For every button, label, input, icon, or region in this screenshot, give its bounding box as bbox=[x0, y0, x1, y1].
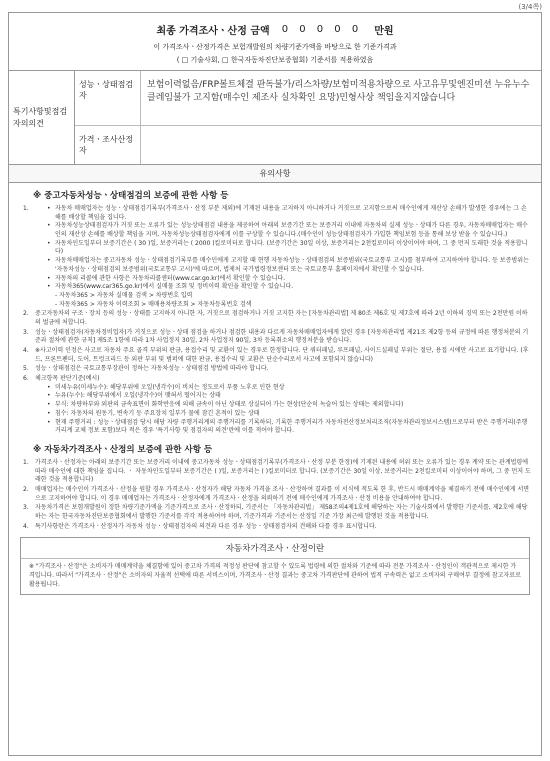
item-number: 1. bbox=[23, 205, 29, 212]
price-section bbox=[9, 13, 541, 71]
bullet bbox=[35, 392, 531, 401]
special-notes-section bbox=[9, 71, 541, 165]
bullet-text: 자동차의 리콜에 관한 사항은 자동차리콜센터(www.car.go.kr)에서 확인할 수 있습니다. bbox=[55, 274, 286, 282]
item-number: 1. bbox=[23, 458, 29, 466]
section-price-items bbox=[9, 459, 541, 532]
item-text: 특기사항란은 가격조사ㆍ산정자가 자동차 성능ㆍ상태점검자의 의견과 다른 경우 성능ㆍ상태점검자의 견해와 다를 경우 표시합니다. bbox=[35, 522, 377, 530]
item-text: ※사고이력 인정은 사고로 자동차 주요 골격 부위의 판금, 용접수리 및 교환이 있는 경우로 한정합니다. 단 쿼터패널, 루프패널, 사이드실패널 부위는 절단, 용접 시에만 사고로 표기합니다. (후드, 프론트펜더, 도어, 트렁크리드 등 외판 부위 및 범퍼에 대한 판금, 용접수리 및 교환은 단순수리로서 사고에 포함되지 않습니다) bbox=[35, 347, 529, 363]
bullet-dot: • bbox=[47, 239, 51, 247]
bullet-dot: • bbox=[47, 401, 51, 409]
list-item bbox=[23, 459, 531, 485]
bullet-dot: • bbox=[47, 283, 51, 291]
list-item bbox=[23, 347, 531, 364]
price-definition-box bbox=[20, 537, 530, 595]
price-inspector-label: 가격ㆍ조사산정자 bbox=[75, 126, 141, 164]
bullet-text: 미세누유(미세누수): 해당부위에 오일(냉각수)이 비치는 정도로서 부품 노후로 인한 현상 bbox=[55, 383, 285, 391]
item-body bbox=[35, 205, 531, 309]
perf-inspector-opinion[interactable]: 보험이력없음/FRP볼트체결 판독불가/리스차량/보험미적용차량으로 사고유무및엔진미션 누유누수 클레임불가 고지함(매수인 제조사 실차확인 요망)민형사상 책임을지지않습니다 bbox=[147, 80, 530, 104]
item-number: 4. bbox=[23, 522, 29, 530]
item-text: 성능ㆍ상태점검은 국토교통부장관이 정하는 자동차성능ㆍ상태점검 방법에 따라야 합니다. bbox=[35, 365, 269, 373]
report-frame bbox=[8, 12, 542, 756]
list-item bbox=[23, 504, 531, 521]
list-item bbox=[23, 310, 531, 327]
price-inspector-row bbox=[75, 126, 541, 164]
bullet-text: 부식: 차량하부와 외판의 금속표면이 화학반응에 의해 금속이 아닌 상태로 상실되어 가는 현상(단순히 녹슬어 있는 상태는 제외합니다) bbox=[55, 401, 404, 409]
sub-line: - 자동차365 > 자동차 실매물 검색 > 차량번호 입력 bbox=[55, 291, 193, 299]
bullet-dot: • bbox=[47, 383, 51, 391]
bullet-dot: • bbox=[47, 392, 51, 400]
bullet-dot: • bbox=[47, 418, 51, 426]
price-inspector-opinion[interactable] bbox=[141, 126, 541, 164]
page-number: (3/4쪽) bbox=[518, 3, 542, 11]
item-text: 체크항목 판단기준(예시) bbox=[35, 375, 100, 383]
bullet-text: 자동차매매업자는 중고자동차 성능ㆍ상태점검기록부를 매수인에게 고지할 때 현행 자동차성능ㆍ상태점검의 보증범위(국토교통부 고시)를 첨부하여 고지하여야 합니다. 등 보증범위는 '자동차성능ㆍ상태점검의 보증범위(국토교통부 고시)'에 따르며, 법제처 국가법령정보센터 또는 국토교통부 홈페이지에서 확인할 수 있습니다. bbox=[55, 257, 529, 273]
price-definition-title: 자동차가격조사ㆍ산정이란 bbox=[21, 538, 529, 559]
bullet-text: 자동차 매매업자는 성능ㆍ상태점검기록부(가격조사ㆍ산정 부분 제외)에 기재된 내용을 고지하지 아니하거나 거짓으로 고지함으로써 매수인에게 재산상 손해가 발생한 경우에는 그 손해를 배상할 책임을 집니다. bbox=[55, 205, 527, 221]
bullet bbox=[35, 222, 531, 239]
item-body bbox=[35, 375, 531, 436]
bullet-text: 자동차인도일부터 보증기간은 ( 30 )일, 보증거리는 ( 2000 )킬로미터로 합니다. (보증기간은 30일 이상, 보증거리는 2천킬로미터 이상이어야 하며, 그 중 먼저 도래한 것을 적용합니다) bbox=[55, 239, 528, 256]
price-line bbox=[9, 22, 541, 37]
item-number: 3. bbox=[23, 328, 29, 336]
bullet-dot: • bbox=[47, 274, 51, 282]
bullet-text: 자동차성능상태점검자가 거짓 또는 오류가 있는 성능상태점검 내용을 제공하여 아래의 보증기간 또는 보증거리 이내에 자동차의 실제 성능ㆍ상태가 다른 경우, 자동차매매업자는 매수인의 재산상 손해를 배상할 책임을 지며, 자동차성능상태점검자에게 이를 구상할 수 있습니다.(매수인이 성능상태점검자가 가입한 책임보험 등을 통해 보상 받을 수 있습니다.) bbox=[55, 222, 528, 239]
item-number: 2. bbox=[23, 310, 29, 318]
bullet bbox=[35, 419, 531, 436]
bullet bbox=[35, 240, 531, 257]
bullet bbox=[35, 410, 531, 419]
bullet bbox=[35, 205, 531, 222]
list-item bbox=[23, 329, 531, 346]
list-item bbox=[23, 375, 531, 436]
item-text: 자동차가격은 보험개발원이 정한 차량기준가액을 기준가격으로 조사ㆍ산정하되, 기준서는 「자동차관리법」 제58조의4제1호에 해당하는 자는 기술사회에서 발행한 기준서를, 제2호에 해당하는 자는 한국자동차진단보증협회에서 발행한 기준서를 각각 적용하여야 하며, 기준가격과 기준서는 산정일 기준 가장 최근에 발행된 것을 적용합니다. bbox=[35, 504, 528, 520]
special-notes-label: 특기사항및점검자의의견 bbox=[9, 71, 75, 164]
bullet-dot: • bbox=[47, 205, 51, 212]
price-digits[interactable]: 0 0 0 0 0 bbox=[281, 24, 363, 35]
section-price-title: ※ 자동차가격조사ㆍ산정의 보증에 관한 사항 등 bbox=[33, 444, 213, 455]
section-performance-items bbox=[9, 205, 541, 436]
bullet-text: 누유(누수): 해당부위에서 오일(냉각수)이 맺혀서 떨어지는 상태 bbox=[55, 392, 221, 400]
bullet bbox=[35, 283, 531, 292]
bullet-text: 현재 주행거리 : 성능ㆍ상태점검 당시 해당 자량 주행거리계의 주행거리를 기록하되, 기록한 주행거리가 자동차전산정보처리조직(자동차관리정보시스템)으로부터 받은 주행거리(주행거리계 교체 정보 포함)보다 적은 경우 '특기사항 및 점검자의 의견'란에 이를 적어야 합니다. bbox=[55, 418, 528, 435]
item-text: 중고자동차의 구조ㆍ장치 등의 성능ㆍ상태를 고지하지 아니한 자, 거짓으로 점검하거나 거짓 고지한 자는 [자동차관리법] 제 80조 제6호 및 제7호에 따라 2년 이하의 징역 또는 2천만원 이하의 벌금에 처합니다. bbox=[35, 310, 528, 326]
bullet-dot: • bbox=[47, 409, 51, 417]
bullet-dot: • bbox=[47, 222, 51, 230]
sub-line: - 자동차365 > 자동차 이력조회 > 매매용차량조회 > 자동차등록번호 검색 bbox=[55, 300, 252, 308]
list-item bbox=[23, 523, 531, 532]
bullet bbox=[35, 257, 531, 274]
bullet bbox=[35, 275, 531, 284]
special-notes-body bbox=[75, 71, 541, 164]
bullet-text: 자동차365(www.car365.go.kr)에서 실매물 조회 및 정비이력 확인을 확인할 수 있습니다. bbox=[55, 283, 294, 291]
price-title: 최종 가격조사ㆍ산정 금액 bbox=[156, 26, 270, 37]
item-number: 5. bbox=[23, 365, 29, 373]
perf-inspector-label: 성능ㆍ상태점검자 bbox=[75, 71, 141, 125]
price-note: 이 가격조사ㆍ산정가격은 보험개발원의 차량기준가액을 바탕으로 한 기준가격과 bbox=[153, 43, 397, 51]
bullet-dot: • bbox=[47, 257, 51, 265]
section-performance-title: ※ 중고자동차성능ㆍ상태점검의 보증에 관한 사항 등 bbox=[33, 191, 229, 201]
notice-title: 유의사항 bbox=[9, 165, 541, 183]
item-text: 가격조사ㆍ산정자는 아래의 보증기간 또는 보증거리 이내에 중고자동차 성능ㆍ상태점검기록부(가격조사ㆍ산정 부분 한정)에 기재된 내용에 허위 또는 오류가 있는 경우 계약 또는 관계법령에 따라 매수인에 대한 책임을 집니다. ㆍ 자동차인도일부터 보증기간은 ( )일, 보증거리는 ( )킬로미터로 합니다. (보증기간은 30일 이상, 보증거리는 2천킬로미터 이상이어야 하며, 그 중 먼저 도래한 것을 적용합니다) bbox=[35, 458, 531, 484]
item-number: 2. bbox=[23, 485, 29, 493]
item-number: 3. bbox=[23, 504, 29, 512]
item-text: 매매업자는 매수인이 가격조사ㆍ산정을 원할 경우 가격조사ㆍ산정자가 해당 자동차 가격을 조사ㆍ산정하여 결과를 이 서식에 적도록 한 후, 반드시 매매계약을 체결하기 전에 매수인에게 서면으로 고지하여야 합니다. 이 경우 매매업자는 가격조사ㆍ산정자에게 가격조사ㆍ산정을 의뢰하기 전에 매수인에게 가격조사ㆍ산정 비용을 안내하여야 합니다. bbox=[35, 485, 530, 502]
list-item bbox=[23, 486, 531, 503]
price-unit: 만원 bbox=[374, 26, 394, 37]
price-standard-note: ( □ 기술사회, □ 한국자동차진단보증협회) 기준서를 적용하였음 bbox=[176, 56, 374, 64]
item-number: 4. bbox=[23, 347, 29, 354]
list-item bbox=[23, 365, 531, 374]
item-text: 성능ㆍ상태점검자(자동차정비업자)가 거짓으로 성능ㆍ상태 점검을 하거나 점검한 내용과 다르게 자동차매매업자에게 알린 경우 [자동차관리법 제21조 제2항 등의 규정에 따른 행정처분의 기준과 절차에 관한 규칙] 제5조 1항에 따라 1차 사업정지 30일, 2차 사업정지 90일, 3차 등록취소의 행정처분을 받습니다. bbox=[35, 328, 529, 345]
price-definition-text: ※ "가격조사ㆍ산정"은 소비자가 매매계약을 체결함에 있어 중고차 가격의 적정성 판단에 참고할 수 있도록 법령에 의한 절차와 기준에 따라 전문 가격조사ㆍ산정인이 객관적으로 제시한 가격입니다. 따라서 "가격조사ㆍ산정"은 소비자의 자율적 선택에 따른 서비스이며, 가격조사ㆍ산정 결과는 중고차 가격판단에 관하여 법적 구속력은 없고 소비자의 구매여부 결정에 참고자료로 활용됩니다. bbox=[29, 563, 521, 588]
bullet-text: 침수: 자동차의 원동기, 변속기 등 주요장치 일부가 물에 잠긴 흔적이 있는 상태 bbox=[55, 409, 260, 417]
list-item bbox=[23, 205, 531, 309]
perf-inspector-row bbox=[75, 71, 541, 126]
bullet bbox=[35, 401, 531, 410]
item-number: 6. bbox=[23, 375, 29, 383]
